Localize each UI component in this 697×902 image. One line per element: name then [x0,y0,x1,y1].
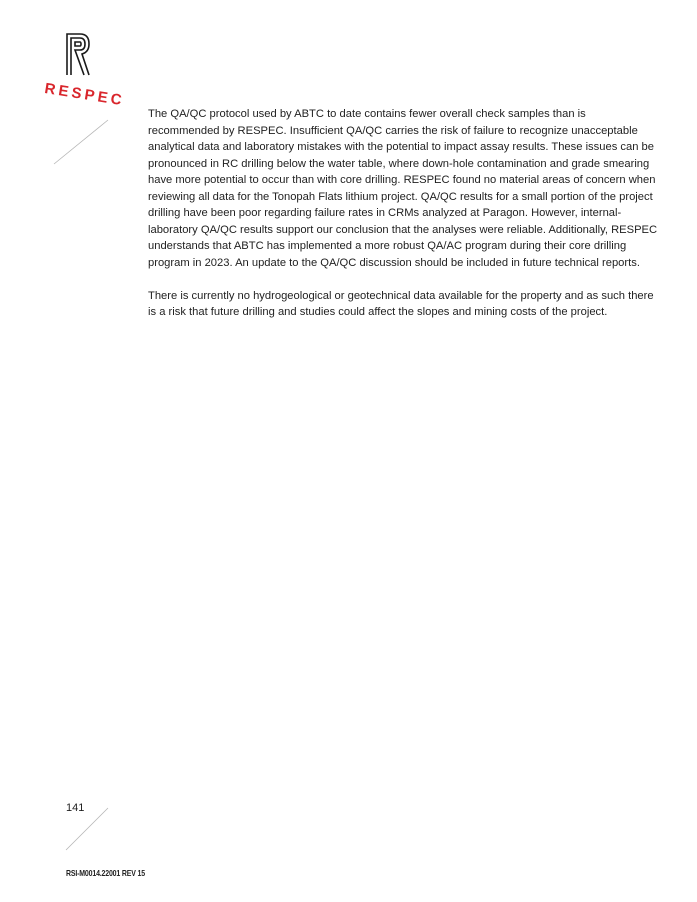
header-divider-slash [52,118,110,166]
footer-divider-slash [64,806,110,852]
body-text [148,106,658,337]
document-code: RSI-M0014.22001 REV 15 [66,868,145,878]
respec-r-mark-icon [64,32,92,76]
respec-logo [43,32,126,112]
page-number: 141 [66,802,85,814]
paragraph: There is currently no hydrogeological or geotechnical data available for the property and as such there is a risk that future drilling and studies could affect the slopes and mining costs of the project. [148,289,654,318]
paragraph: The QA/QC protocol used by ABTC to date contains fewer overall check samples than is recommended by RESPEC. Insufficient QA/QC carries the risk of failure to recognize unacceptable analytical data and laboratory mistakes with the potential to impact assay results. These issues can be pronounced in RC drilling below the water table, where down-hole contamination and grade smearing have more potential to occur than with core drilling. RESPEC found no material areas of concern when reviewing all data for the Tonopah Flats lithium project. QA/QC results for a small portion of the project drilling have been poor regarding failure rates in CRMs analyzed at Paragon. However, internal-laboratory QA/QC results support our conclusion that the analyses were reliable. Additionally, RESPEC understands that ABTC has implemented a more robust QA/AC program during their core drilling program in 2023. An update to the QA/QC discussion should be included in future technical reports. [148,108,658,269]
respec-logo-text: RESPEC [43,80,126,110]
